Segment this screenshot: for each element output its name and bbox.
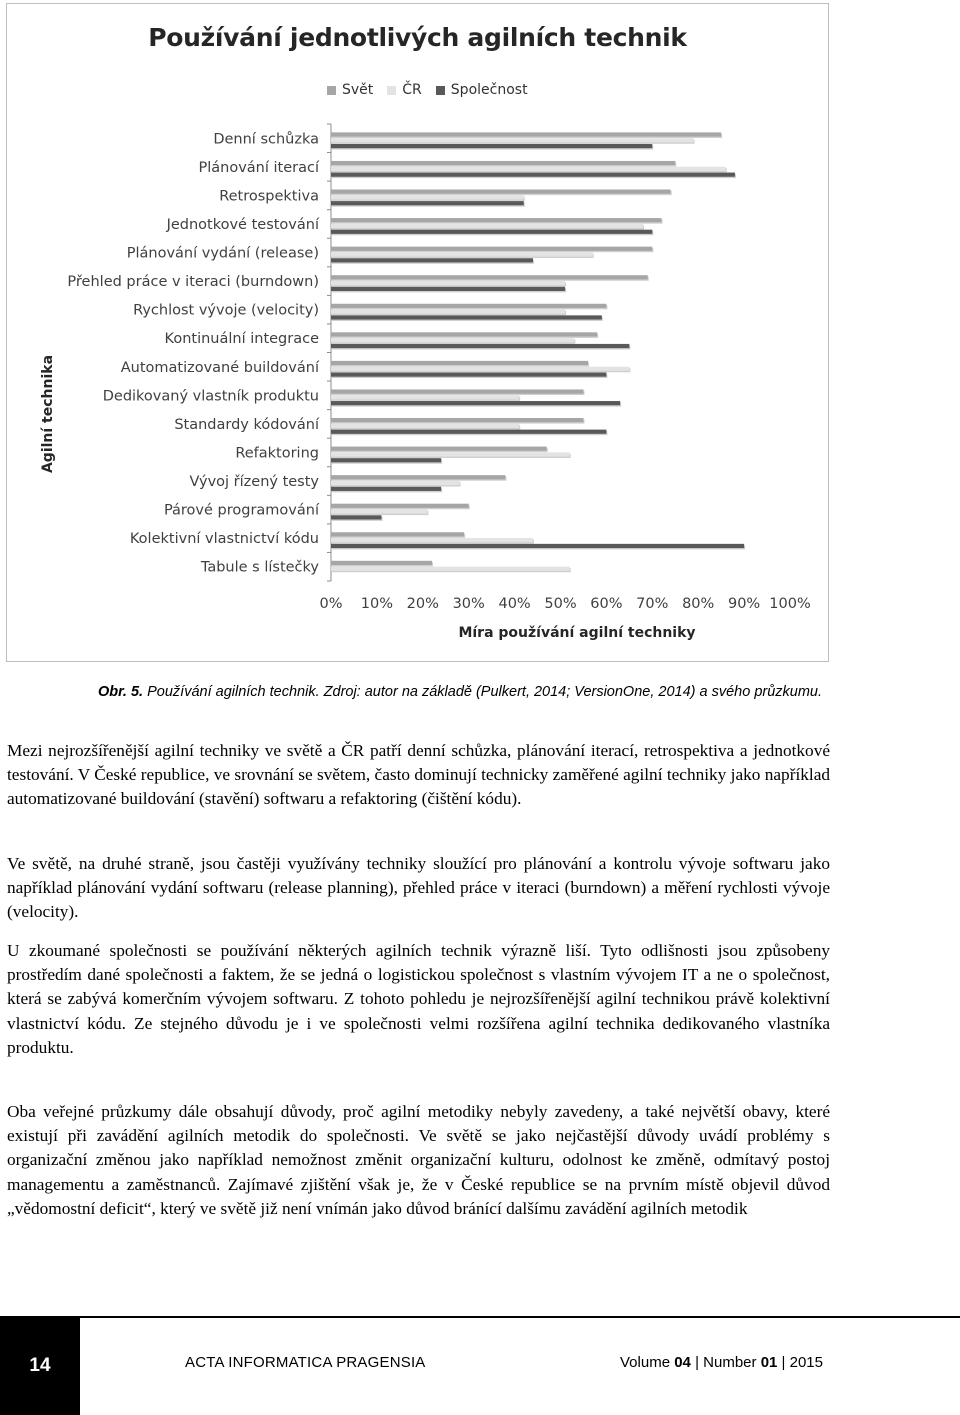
- bar-cr-rychlost-vyvoje-velocity: [331, 310, 565, 314]
- x-tick-label-90pct: 90%: [727, 596, 761, 612]
- body-paragraph-2: Ve světě, na druhé straně, jsou častěji využívány techniky sloužící pro plánování a kontrolu vývoje softwaru jako například plánování vydání softwaru (release planning), přehled práce v iteraci (burndown) a měření rychlosti vývoje (velocity).: [7, 854, 830, 922]
- x-tick-label-40pct: 40%: [498, 596, 531, 612]
- category-label-prehled-prace-v-iteraci-burndown: Přehled práce v iteraci (burndown): [67, 274, 319, 291]
- category-label-planovani-iteraci: Plánování iterací: [198, 159, 319, 176]
- category-label-tabule-s-listecky: Tabule s lístečky: [200, 559, 319, 576]
- category-label-denni-schuzka: Denní schůzka: [213, 131, 319, 148]
- category-label-refaktoring: Refaktoring: [235, 445, 319, 462]
- bar-svet-tabule-s-listecky: [331, 561, 432, 565]
- bar-cr-planovani-vydani-release: [331, 252, 593, 256]
- bar-cr-prehled-prace-v-iteraci-burndown: [331, 281, 565, 285]
- x-tick-label-0pct: 0%: [319, 596, 343, 612]
- footer-divider: [0, 1316, 960, 1318]
- bar-cr-automatizovane-buildovani: [331, 367, 629, 371]
- bar-svet-kontinualni-integrace: [331, 332, 597, 336]
- bar-spolecnost-rychlost-vyvoje-velocity: [331, 315, 602, 319]
- year-value: 2015: [789, 1354, 823, 1371]
- bar-spolecnost-automatizovane-buildovani: [331, 372, 606, 376]
- bar-spolecnost-dedikovany-vlastnik-produktu: [331, 401, 620, 405]
- bar-spolecnost-standardy-kodovani: [331, 430, 606, 434]
- body-paragraph-3: U zkoumané společnosti se používání některých agilních technik výrazně liší. Tyto odlišnosti jsou způsobeny prostředím dané společnosti a faktem, že se jedná o logistickou společnost s vlastním vývojem IT a ne o společnost, která se zabývá komerčním vývojem softwaru. Z tohoto pohledu je nejrozšířenější agilní technikou právě kolektivní vlastnictví kódu. Ze stejného důvodu je i ve společnosti velmi rozšířena agilní technika dedikovaného vlastníka produktu.: [7, 941, 830, 1057]
- bar-svet-dedikovany-vlastnik-produktu: [331, 389, 583, 393]
- bar-svet-planovani-vydani-release: [331, 247, 652, 251]
- bar-cr-parove-programovani: [331, 509, 427, 513]
- bar-svet-refaktoring: [331, 447, 547, 451]
- bar-svet-automatizovane-buildovani: [331, 361, 588, 365]
- bar-spolecnost-prehled-prace-v-iteraci-burndown: [331, 287, 565, 291]
- bar-svet-denni-schuzka: [331, 132, 721, 136]
- volume-value: 04: [674, 1354, 691, 1371]
- bar-cr-kolektivni-vlastnictvi-kodu: [331, 538, 533, 542]
- page-footer: [0, 1316, 960, 1415]
- bar-svet-vyvoj-rizeny-testy: [331, 475, 505, 479]
- volume-separator-1: |: [695, 1354, 699, 1371]
- number-value: 01: [760, 1354, 778, 1371]
- bar-chart-plot: [7, 4, 828, 661]
- bar-svet-standardy-kodovani: [331, 418, 583, 422]
- x-tick-label-50pct: 50%: [544, 596, 577, 612]
- bar-spolecnost-kolektivni-vlastnictvi-kodu: [331, 544, 744, 548]
- x-tick-label-30pct: 30%: [452, 596, 485, 612]
- bar-svet-planovani-iteraci: [331, 161, 675, 165]
- x-tick-label-100pct: 100%: [769, 596, 811, 612]
- journal-name: ACTA INFORMATICA PRAGENSIA: [185, 1354, 426, 1371]
- bar-svet-rychlost-vyvoje-velocity: [331, 304, 606, 308]
- category-label-parove-programovani: Párové programování: [163, 502, 319, 519]
- bar-spolecnost-kontinualni-integrace: [331, 344, 629, 348]
- bar-cr-retrospektiva: [331, 195, 524, 199]
- y-axis-title-text: Agilní technika: [40, 354, 56, 474]
- x-tick-label-10pct: 10%: [360, 596, 394, 612]
- bar-cr-jednotkove-testovani: [331, 224, 643, 228]
- bar-spolecnost-jednotkove-testovani: [331, 230, 652, 234]
- bar-cr-dedikovany-vlastnik-produktu: [331, 395, 519, 399]
- x-tick-label-60pct: 60%: [590, 596, 623, 612]
- body-paragraph-1: Mezi nejrozšířenější agilní techniky ve světě a ČR patří denní schůzka, plánování iterací, retrospektiva a jednotkové testování. V České republice, ve srovnání se světem, často dominují technicky zaměřené agilní techniky jako například automatizované buildování (stavění) softwaru a refaktoring (čištění kódu).: [7, 741, 830, 809]
- category-label-dedikovany-vlastnik-produktu: Dedikovaný vlastník produktu: [102, 388, 319, 405]
- bar-cr-vyvoj-rizeny-testy: [331, 481, 460, 485]
- figure-caption-text: Používání agilních technik. Zdroj: autor na základě (Pulkert, 2014; VersionOne, 2014) a svého průzkumu.: [147, 684, 823, 700]
- bar-svet-parove-programovani: [331, 504, 469, 508]
- category-label-vyvoj-rizeny-testy: Vývoj řízený testy: [189, 474, 319, 491]
- bar-spolecnost-refaktoring: [331, 458, 441, 462]
- category-label-kontinualni-integrace: Kontinuální integrace: [164, 331, 319, 348]
- number-label: Number: [703, 1354, 757, 1371]
- bar-cr-refaktoring: [331, 452, 570, 456]
- chart-title: Používání jednotlivých agilních technik: [148, 23, 687, 52]
- figure-caption-label: Obr. 5.: [97, 684, 144, 700]
- body-paragraph-4: Oba veřejné průzkumy dále obsahují důvody, proč agilní metodiky nebyly zavedeny, a také největší obavy, které existují při zavádění agilních metodik do společnosti. Ve světě se jako nejčastější důvody uvádí problémy s organizační změnou jako například nemožnost změnit organizační kulturu, odolnost ke změně, odmítavý postoj managementu a zaměstnanců. Zajímavé zjištění však je, že v České republice se na prvním místě objevil důvod „vědomostní deficit“, který ve světě již není vnímán jako důvod bránící dalšímu zavádění agilních metodik: [7, 1102, 830, 1218]
- x-tick-label-70pct: 70%: [636, 596, 669, 612]
- bar-spolecnost-denni-schuzka: [331, 144, 652, 148]
- bar-cr-tabule-s-listecky: [331, 567, 570, 571]
- volume-label: Volume: [620, 1354, 671, 1371]
- bar-spolecnost-planovani-iteraci: [331, 173, 735, 177]
- bar-spolecnost-retrospektiva: [331, 201, 524, 205]
- bar-spolecnost-planovani-vydani-release: [331, 258, 533, 262]
- bar-svet-kolektivni-vlastnictvi-kodu: [331, 532, 464, 536]
- x-tick-label-80pct: 80%: [682, 596, 715, 612]
- category-label-jednotkove-testovani: Jednotkové testování: [166, 216, 319, 233]
- category-label-retrospektiva: Retrospektiva: [219, 188, 319, 205]
- legend-label-svet: Svět: [342, 82, 374, 98]
- page-number: 14: [0, 1316, 80, 1415]
- legend-label-spolecnost: Společnost: [450, 82, 528, 98]
- x-axis-title: Míra používání agilní techniky: [458, 625, 696, 641]
- legend-label-cr: ČR: [402, 82, 422, 98]
- chart-container: [6, 3, 829, 662]
- figure-caption: [60, 683, 860, 701]
- bar-cr-planovani-iteraci: [331, 167, 726, 171]
- category-label-rychlost-vyvoje-velocity: Rychlost vývoje (velocity): [133, 302, 319, 319]
- bar-svet-jednotkove-testovani: [331, 218, 661, 222]
- category-label-standardy-kodovani: Standardy kódování: [174, 416, 319, 433]
- volume-info: [620, 1354, 823, 1371]
- category-label-automatizovane-buildovani: Automatizované buildování: [120, 359, 319, 376]
- bar-svet-retrospektiva: [331, 190, 671, 194]
- x-tick-label-20pct: 20%: [406, 596, 439, 612]
- category-label-kolektivni-vlastnictvi-kodu: Kolektivní vlastnictví kódu: [129, 531, 319, 548]
- bar-cr-denni-schuzka: [331, 138, 694, 142]
- bar-spolecnost-parove-programovani: [331, 515, 381, 519]
- bar-cr-standardy-kodovani: [331, 424, 519, 428]
- category-label-planovani-vydani-release: Plánování vydání (release): [126, 245, 319, 262]
- bar-cr-kontinualni-integrace: [331, 338, 574, 342]
- bar-svet-prehled-prace-v-iteraci-burndown: [331, 275, 648, 279]
- bar-spolecnost-vyvoj-rizeny-testy: [331, 487, 441, 491]
- volume-separator-2: |: [781, 1354, 786, 1371]
